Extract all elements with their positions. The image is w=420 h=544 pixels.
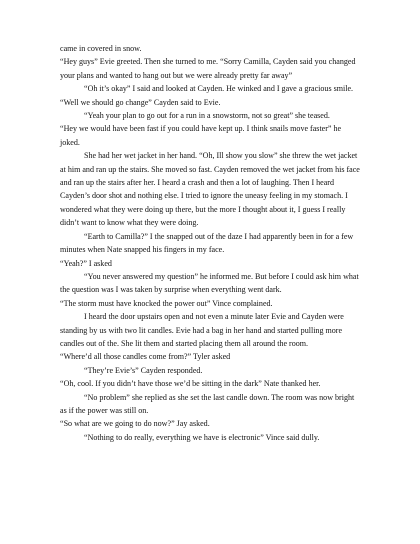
- paragraph: “Yeah?” I asked: [60, 258, 112, 268]
- paragraph: “Where’d all those candles come from?” Tyler asked: [60, 352, 231, 362]
- paragraph: She had her wet jacket in her hand. “Oh, Ill show you slow” she threw the wet jacket at him and ran up the stairs. She moved so fast. Cayden removed the wet jacket from his face and ran up the stairs after her. I heard a crash and then a lot of laughing. Then I heard Cayden’s door shot and nothing else. I tried to ignore the uneasy feeling in my stomach. I wondered what they were doing up there, but the more I thought about it, I guess I really didn’t want to know what they were doing.: [60, 151, 360, 228]
- paragraph: I heard the door upstairs open and not even a minute later Evie and Cayden were standing by us with two lit candles. Evie had a bag in her hand and started pulling more candles out of the. She lit them and started placing them all around the room.: [60, 312, 344, 348]
- paragraph: came in covered in snow.: [60, 44, 142, 53]
- paragraph: “No problem” she replied as she set the last candle down. The room was now bright as if the power was still on.: [60, 392, 355, 415]
- paragraph: “Earth to Camilla?” I the snapped out of the daze I had apparently been in for a few minutes when Nate snapped his fingers in my face.: [60, 231, 354, 255]
- paragraph: “So what are we going to do now?” Jay asked.: [60, 419, 210, 429]
- paragraph: “You never answered my question” he informed me. But before I could ask him what the question was I was taken by surprise when everything went dark.: [60, 271, 359, 295]
- paragraph: “Well we should go change” Cayden said to Evie.: [60, 97, 221, 107]
- paragraph: “Hey we would have been fast if you could have kept up. I think snails move faster” he joked.: [60, 124, 342, 147]
- paragraph: “Yeah your plan to go out for a run in a snowstorm, not so great” she teased.: [84, 111, 330, 121]
- paragraph: “Nothing to do really, everything we have is electronic” Vince said dully.: [84, 432, 320, 442]
- paragraph: “They’re Evie’s” Cayden responded.: [84, 365, 203, 375]
- paragraph: “The storm must have knocked the power out” Vince complained.: [60, 298, 273, 308]
- paragraph: “Oh, cool. If you didn’t have those we’d be sitting in the dark” Nate thanked her.: [60, 379, 321, 389]
- paragraph: “Oh it’s okay” I said and looked at Cayden. He winked and I gave a gracious smile.: [84, 84, 354, 94]
- document-body: [60, 42, 360, 444]
- paragraph: “Hey guys” Evie greeted. Then she turned to me. “Sorry Camilla, Cayden said you changed your plans and wanted to hang out but we were already pretty far away”: [60, 57, 356, 80]
